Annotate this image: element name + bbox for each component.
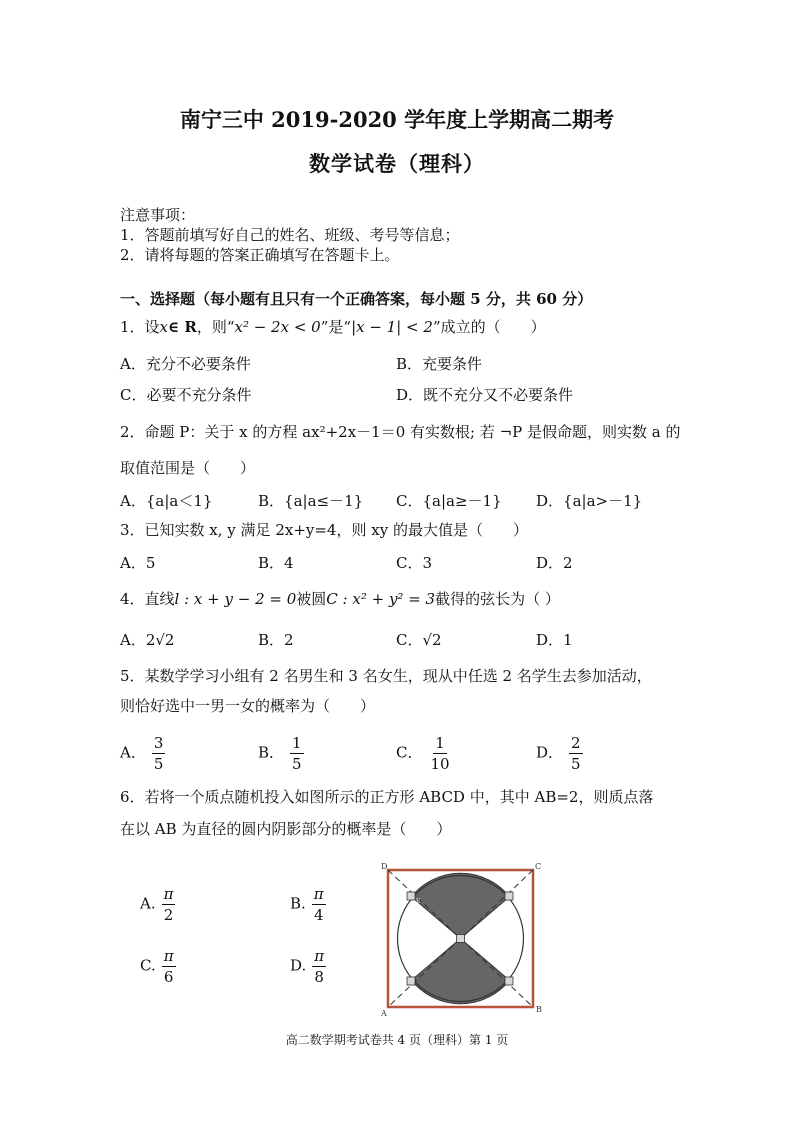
note-item-2: 2．请将每题的答案正确填写在答题卡上。 bbox=[120, 246, 400, 264]
q6-option-a-fraction bbox=[162, 884, 176, 925]
point-marker-upper-right bbox=[505, 892, 513, 900]
q5-d-num: 2 bbox=[571, 734, 581, 752]
q6-d-den: 8 bbox=[314, 968, 324, 986]
q1-text-b: ，则“ bbox=[196, 318, 235, 336]
question-6-line-1: 6．若将一个质点随机投入如图所示的正方形 ABCD 中，其中 AB=2，则质点落 bbox=[120, 788, 654, 806]
q5-option-c-label: C． bbox=[396, 743, 423, 762]
page-footer: 高二数学期考试卷共 4 页（理科）第 1 页 bbox=[285, 1033, 509, 1047]
q4-option-d: D．1 bbox=[536, 631, 573, 649]
point-label-e: E bbox=[416, 898, 421, 905]
q6-c-den: 6 bbox=[163, 968, 174, 986]
q3-option-c: C．3 bbox=[396, 554, 433, 572]
q5-option-b bbox=[258, 733, 304, 774]
square-circle-figure bbox=[378, 858, 548, 1020]
q6-a-num: π bbox=[163, 885, 174, 903]
q5-c-num: 1 bbox=[435, 734, 445, 752]
q1-option-b: B．充要条件 bbox=[396, 355, 483, 373]
q1-option-c: C．必要不充分条件 bbox=[120, 386, 252, 404]
point-marker-lower-left bbox=[407, 977, 415, 985]
question-6-line-2: 在以 AB 为直径的圆内阴影部分的概率是（ ） bbox=[120, 820, 452, 838]
vertex-label-b: B bbox=[536, 1005, 542, 1014]
point-label-f: F bbox=[506, 969, 511, 976]
q5-a-num: 3 bbox=[153, 734, 164, 752]
q5-option-c-fraction bbox=[428, 733, 451, 774]
q6-option-a-label: A. bbox=[140, 894, 156, 913]
q1-text-d: ”成立的（ ） bbox=[432, 318, 546, 336]
q1-option-a: A．充分不必要条件 bbox=[120, 355, 251, 373]
q4-line-expr: l : x + y − 2 = 0 bbox=[174, 590, 297, 608]
q5-a-den: 5 bbox=[153, 755, 164, 773]
q1-expr-1: x² − 2x < 0 bbox=[234, 318, 321, 336]
q6-option-d-fraction bbox=[312, 946, 326, 987]
question-2-line-1: 2．命题 P：关于 x 的方程 ax²+2x－1＝0 有实数根; 若 ¬P 是假命题，则实数 a 的 bbox=[120, 423, 681, 441]
notes-heading: 注意事项： bbox=[120, 206, 196, 224]
q5-b-den: 5 bbox=[292, 755, 302, 773]
q5-option-a-fraction bbox=[152, 733, 166, 774]
point-marker-f bbox=[505, 977, 513, 985]
q4-circle-expr: C : x² + y² = 3 bbox=[326, 590, 436, 608]
q2-option-c: C．{a|a≥－1} bbox=[396, 492, 502, 510]
q5-option-d-label: D． bbox=[536, 743, 564, 762]
q6-option-b bbox=[290, 884, 326, 925]
shaded-region-bottom bbox=[412, 939, 510, 1004]
question-4-stem bbox=[120, 588, 560, 609]
q6-option-a bbox=[140, 884, 175, 925]
q3-option-d: D．2 bbox=[536, 554, 573, 572]
q5-d-den: 5 bbox=[571, 755, 581, 773]
q1-var-x: x bbox=[159, 318, 169, 336]
q4-text-b: 被圆 bbox=[296, 590, 327, 608]
question-5-line-1: 5．某数学学习小组有 2 名男生和 3 名女生，现从中任选 2 名学生去参加活动， bbox=[120, 667, 652, 685]
q4-text-a: 4．直线 bbox=[120, 590, 175, 608]
q3-option-b: B．4 bbox=[258, 554, 294, 572]
exam-title: 南宁三中 2019-2020 学年度上学期高二期考 bbox=[179, 107, 615, 132]
q5-option-b-label: B． bbox=[258, 743, 285, 762]
q6-a-den: 2 bbox=[163, 906, 174, 924]
q6-b-num: π bbox=[313, 885, 324, 903]
q4-option-c: C．√2 bbox=[396, 631, 442, 649]
q6-option-b-label: B. bbox=[290, 894, 306, 913]
vertex-label-d: D bbox=[381, 862, 388, 871]
question-1-stem bbox=[120, 316, 546, 337]
q6-option-c-label: C. bbox=[140, 956, 156, 975]
q6-option-b-fraction bbox=[312, 884, 326, 925]
q2-option-a: A．{a|a＜1} bbox=[120, 492, 213, 510]
vertex-label-c: C bbox=[535, 862, 542, 871]
q5-option-c bbox=[396, 733, 452, 774]
q6-option-d-label: D. bbox=[290, 956, 307, 975]
question-3-stem: 3．已知实数 x, y 满足 2x+y=4，则 xy 的最大值是（ ） bbox=[120, 521, 528, 539]
question-5-line-2: 则恰好选中一男一女的概率为（ ） bbox=[120, 697, 376, 715]
q5-b-num: 1 bbox=[292, 734, 302, 752]
center-marker bbox=[457, 935, 465, 943]
q6-d-num: π bbox=[314, 947, 325, 965]
q5-c-den: 10 bbox=[430, 755, 450, 773]
q1-option-d: D．既不充分又不必要条件 bbox=[396, 386, 574, 404]
vertex-label-a: A bbox=[381, 1009, 387, 1018]
q4-text-c: 截得的弦长为（ ） bbox=[435, 590, 560, 608]
q5-option-d bbox=[536, 733, 583, 774]
point-marker-e bbox=[407, 892, 415, 900]
q1-text-c: ”是“ bbox=[320, 318, 352, 336]
exam-subtitle: 数学试卷（理科） bbox=[309, 151, 485, 176]
q4-option-a: A．2√2 bbox=[120, 631, 175, 649]
q1-in-r: ∈ R bbox=[168, 318, 197, 336]
note-item-1: 1．答题前填写好自己的姓名、班级、考号等信息； bbox=[120, 226, 460, 244]
q5-option-d-fraction bbox=[569, 733, 583, 774]
q6-b-den: 4 bbox=[313, 906, 324, 924]
q1-expr-2: |x − 1| < 2 bbox=[351, 318, 433, 336]
q2-option-d: D．{a|a>－1} bbox=[536, 492, 643, 510]
q2-option-b: B．{a|a≤－1} bbox=[258, 492, 364, 510]
q3-option-a: A．5 bbox=[120, 554, 156, 572]
question-2-line-2: 取值范围是（ ） bbox=[120, 459, 256, 477]
q6-option-d bbox=[290, 946, 326, 987]
q4-option-b: B．2 bbox=[258, 631, 294, 649]
q6-c-num: π bbox=[163, 947, 174, 965]
q5-option-a-label: A． bbox=[120, 743, 146, 762]
section-heading: 一、选择题（每小题有且只有一个正确答案，每小题 5 分，共 60 分） bbox=[120, 290, 593, 308]
q6-option-c bbox=[140, 946, 176, 987]
q1-text-a: 1．设 bbox=[120, 318, 160, 336]
q5-option-a bbox=[120, 733, 165, 774]
q5-option-b-fraction bbox=[290, 733, 304, 774]
q6-option-c-fraction bbox=[162, 946, 176, 987]
